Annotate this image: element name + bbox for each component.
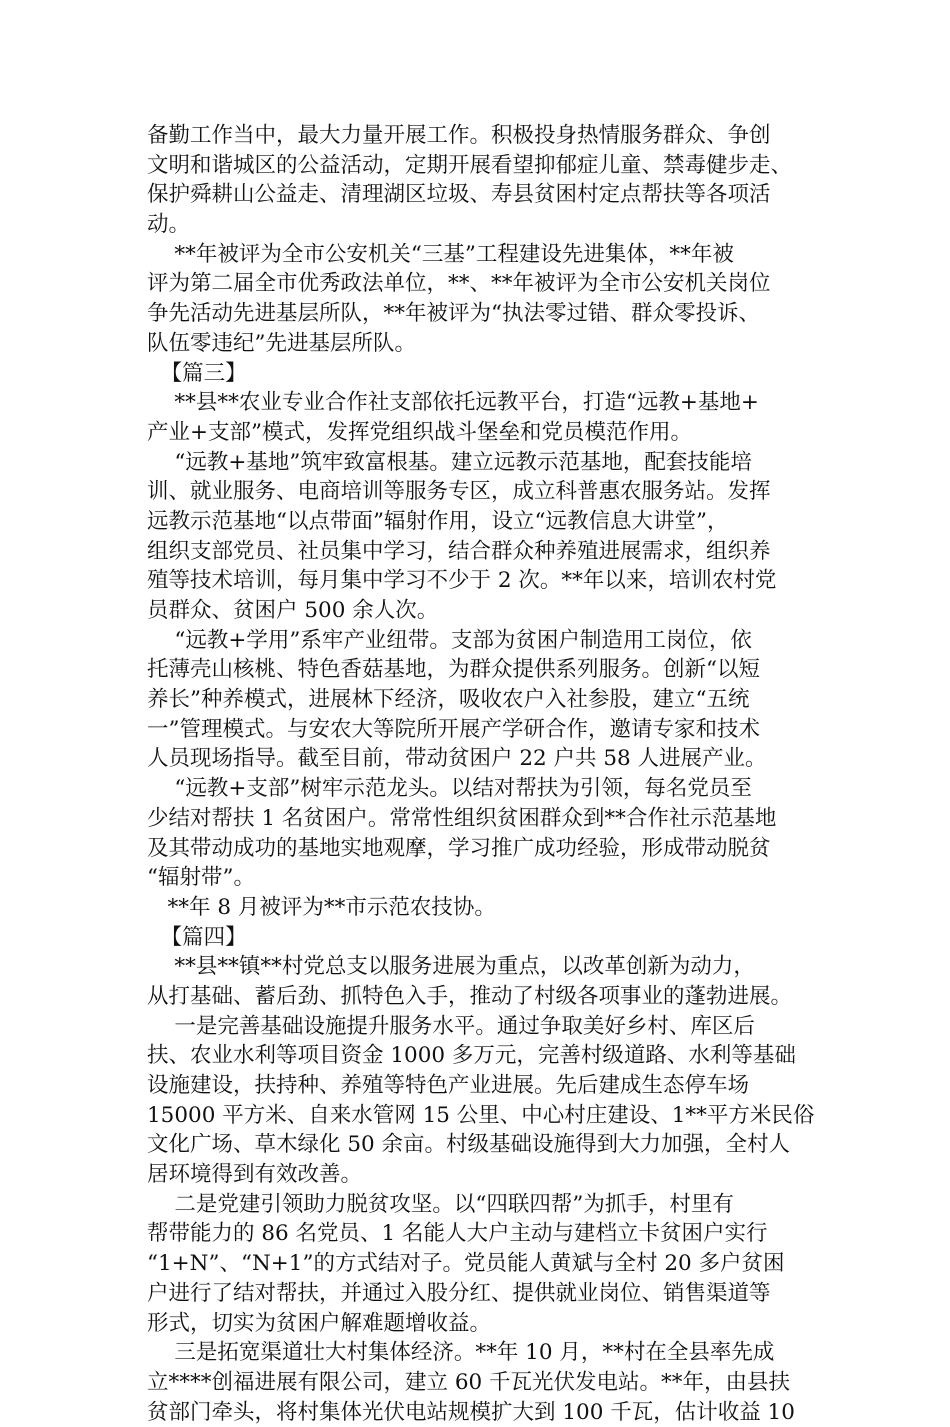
text-line: 形式，切实为贫困户解难题增收益。 (147, 1310, 492, 1336)
text-line: 产业+支部”模式，发挥党组织战斗堡垒和党员模范作用。 (147, 419, 693, 445)
text-line: 员群众、贫困户 500 余人次。 (147, 598, 439, 623)
text-line: 文明和谐城区的公益活动，定期开展看望抑郁症儿童、禁毒健步走、 (147, 152, 793, 178)
text-line: 殖等技术培训，每月集中学习不少于 2 次。**年以来，培训农村党 (147, 568, 777, 594)
text-line: 一”管理模式。与安农大等院所开展产学研合作，邀请专家和技术 (147, 716, 760, 742)
text-line: 少结对帮扶 1 名贫困户。常常性组织贫困群众到**合作社示范基地 (147, 805, 777, 831)
text-line: 立****创福进展有限公司，建立 60 千瓦光伏发电站。**年，由县扶 (147, 1369, 791, 1395)
text-line: 远教示范基地“以点带面”辐射作用，设立“远教信息大讲堂”， (147, 508, 729, 534)
text-line: **县**镇**村党总支以服务进展为重点，以改革创新为动力， (147, 954, 755, 980)
text-line: 设施建设，扶持种、养殖等特色产业进展。先后建成生态停车场 (147, 1073, 750, 1098)
text-line: “1+N”、“N+1”的方式结对子。党员能人黄斌与全村 20 多户贫困 (147, 1251, 785, 1277)
text-line: 扶、农业水利等项目资金 1000 多万元，完善村级道路、水利等基础 (147, 1043, 796, 1069)
text-line: 争先活动先进基层所队，**年被评为“执法零过错、群众零投诉、 (147, 301, 760, 327)
section-heading: 【篇四】 (147, 924, 247, 950)
section-heading: 【篇三】 (147, 360, 247, 386)
text-line: “远教+基地”筑牢致富根基。建立远教示范基地，配套技能培 (147, 449, 752, 475)
text-line: 户进行了结对帮扶，并通过入股分红、提供就业岗位、销售渠道等 (147, 1280, 771, 1306)
text-line: “远教+支部”树牢示范龙头。以结对帮扶为引领，每名党员至 (147, 776, 752, 802)
text-line: 15000 平方米、自来水管网 15 公里、中心村庄建设、1**平方米民俗 (147, 1102, 815, 1128)
document-body (147, 121, 815, 1427)
text-line: 组织支部党员、社员集中学习，结合群众种养殖进展需求，组织养 (147, 538, 771, 564)
text-line: 训、就业服务、电商培训等服务专区，成立科普惠农服务站。发挥 (147, 479, 771, 505)
text-line: **年 8 月被评为**市示范农技协。 (147, 894, 496, 920)
text-line: 贫部门牵头，将村集体光伏电站规模扩大到 100 千瓦，估计收益 10 (147, 1399, 795, 1425)
text-line: 文化广场、草木绿化 50 余亩。村级基础设施得到大力加强，全村人 (147, 1132, 791, 1158)
text-line: 备勤工作当中，最大力量开展工作。积极投身热情服务群众、争创 (147, 123, 771, 148)
text-line: 队伍零违纪”先进基层所队。 (147, 330, 416, 356)
text-line: 居环境得到有效改善。 (147, 1162, 363, 1188)
text-line: 动。 (147, 212, 191, 238)
text-line: 及其带动成功的基地实地观摩，学习推广成功经验，形成带动脱贫 (147, 835, 771, 861)
text-line: **县**农业专业合作社支部依托远教平台，打造“远教+基地+ (147, 390, 759, 416)
text-line: “远教+学用”系牢产业纽带。支部为贫困户制造用工岗位，依 (147, 627, 752, 653)
text-line: **年被评为全市公安机关“三基”工程建设先进集体，**年被 (147, 241, 734, 267)
text-line: 帮带能力的 86 名党员、1 名能人大户主动与建档立卡贫困户实行 (147, 1221, 768, 1247)
text-line: 二是党建引领助力脱贫攻坚。以“四联四帮”为抓手，村里有 (147, 1191, 734, 1217)
text-line: 评为第二届全市优秀政法单位，**、**年被评为全市公安机关岗位 (147, 271, 771, 297)
text-line: 保护舜耕山公益走、清理湖区垃圾、寿县贫困村定点帮扶等各项活 (147, 182, 771, 208)
text-line: 托薄壳山核桃、特色香菇基地，为群众提供系列服务。创新“以短 (147, 657, 760, 683)
text-line: 养长”种养模式，进展林下经济，吸收农户入社参股，建立“五统 (147, 687, 750, 713)
text-line: 三是拓宽渠道壮大村集体经济。**年 10 月，**村在全县率先成 (147, 1340, 775, 1366)
text-line: “辐射带”。 (147, 865, 255, 891)
text-line: 一是完善基础设施提升服务水平。通过争取美好乡村、库区后 (147, 1013, 755, 1039)
text-line: 从打基础、蓄后劲、抓特色入手，推动了村级各项事业的蓬勃进展。 (147, 983, 793, 1009)
text-line: 人员现场指导。截至目前，带动贫困户 22 户共 58 人进展产业。 (147, 746, 767, 772)
